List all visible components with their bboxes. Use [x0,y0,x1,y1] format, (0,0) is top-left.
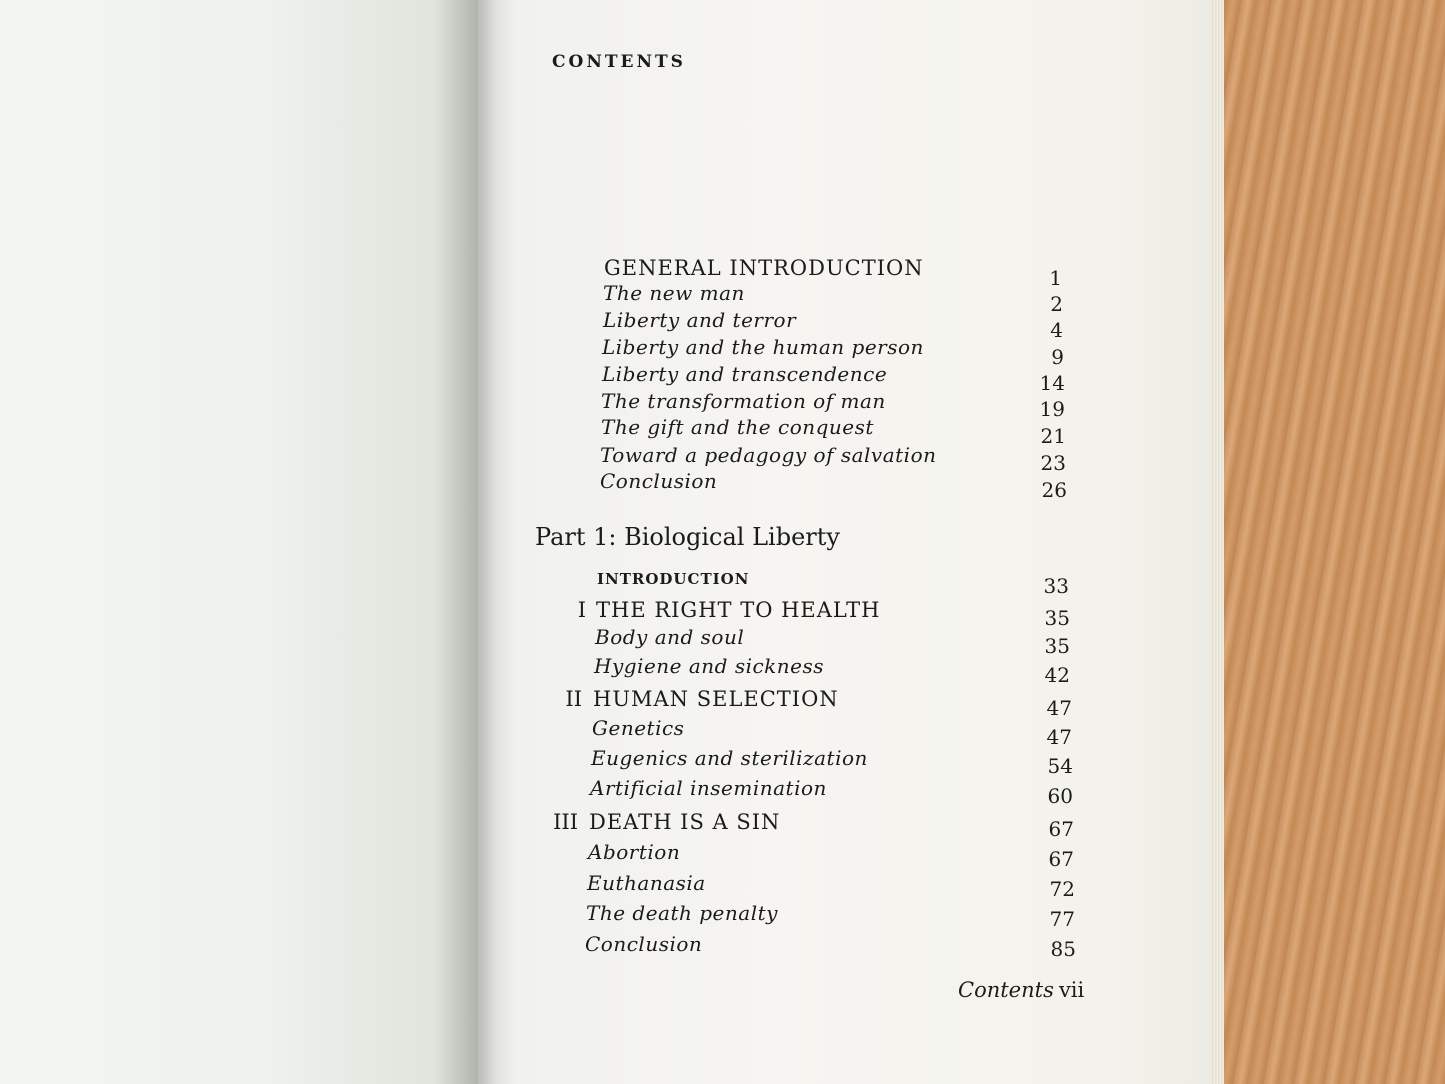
contents-heading: CONTENTS [552,52,686,72]
toc-entry-page: 9 [1051,345,1064,369]
chapter-page: 35 [1044,606,1070,630]
toc-entry-title: Liberty and the human person [602,335,924,359]
toc-entry-page: 85 [1050,937,1076,961]
running-footer [958,978,1084,1002]
toc-entry-page: 72 [1049,877,1075,901]
toc-entry-title: Genetics [592,716,685,740]
toc-entry-page: 19 [1039,397,1065,421]
toc-entry-page: 42 [1044,663,1070,687]
toc-entry-page: 54 [1047,754,1073,778]
page-edge [1210,0,1224,1084]
toc-entry-title: Liberty and transcendence [602,362,888,386]
left-page [0,0,492,1084]
toc-entry-title: Artificial insemination [590,776,827,800]
chapter-page: 67 [1048,817,1074,841]
toc-entry-page: 35 [1044,634,1070,658]
chapter-title: DEATH IS A SIN [589,810,781,834]
toc-entry-title: Liberty and terror [603,308,797,332]
toc-entry-title: The gift and the conquest [601,415,874,439]
chapter-title: THE RIGHT TO HEALTH [596,598,881,622]
chapter-numeral: I [577,598,586,622]
general-introduction-page: 1 [1049,266,1062,290]
toc-entry-page: 26 [1041,478,1067,502]
part-1-introduction-page: 33 [1043,574,1069,598]
toc-entry-page: 47 [1046,725,1072,749]
book-spine-shadow [436,0,496,1084]
toc-entry-title: The new man [603,281,745,305]
toc-entry-page: 4 [1050,318,1063,342]
toc-entry-title: Eugenics and sterilization [591,746,868,770]
chapter-page: 47 [1046,696,1072,720]
toc-entry-title: Euthanasia [587,871,706,895]
folio: vii [1058,978,1085,1002]
toc-entry-page: 2 [1050,292,1063,316]
toc-entry-page: 21 [1040,424,1066,448]
toc-entry-page: 77 [1049,907,1075,931]
chapter-numeral: III [553,810,578,834]
toc-entry-page: 67 [1048,847,1074,871]
footer-label: Contents [958,978,1054,1002]
toc-entry-page: 23 [1040,451,1066,475]
toc-entry-title: Conclusion [585,932,703,956]
toc-entry-title: Abortion [588,840,681,864]
chapter-numeral: II [565,687,582,711]
toc-entry-title: The death penalty [586,901,778,925]
chapter-title: HUMAN SELECTION [593,687,839,711]
toc-entry-title: Conclusion [600,469,718,493]
toc-entry-page: 60 [1047,784,1073,808]
part-1-title: Part 1: Biological Liberty [535,523,840,551]
toc-entry-page: 14 [1039,371,1065,395]
toc-entry-title: The transformation of man [601,389,886,413]
toc-entry-title: Toward a pedagogy of salvation [600,443,937,467]
general-introduction-title: GENERAL INTRODUCTION [604,256,924,280]
toc-entry-title: Hygiene and sickness [594,654,825,678]
part-1-introduction-title: INTRODUCTION [597,570,750,588]
toc-entry-title: Body and soul [595,625,745,649]
